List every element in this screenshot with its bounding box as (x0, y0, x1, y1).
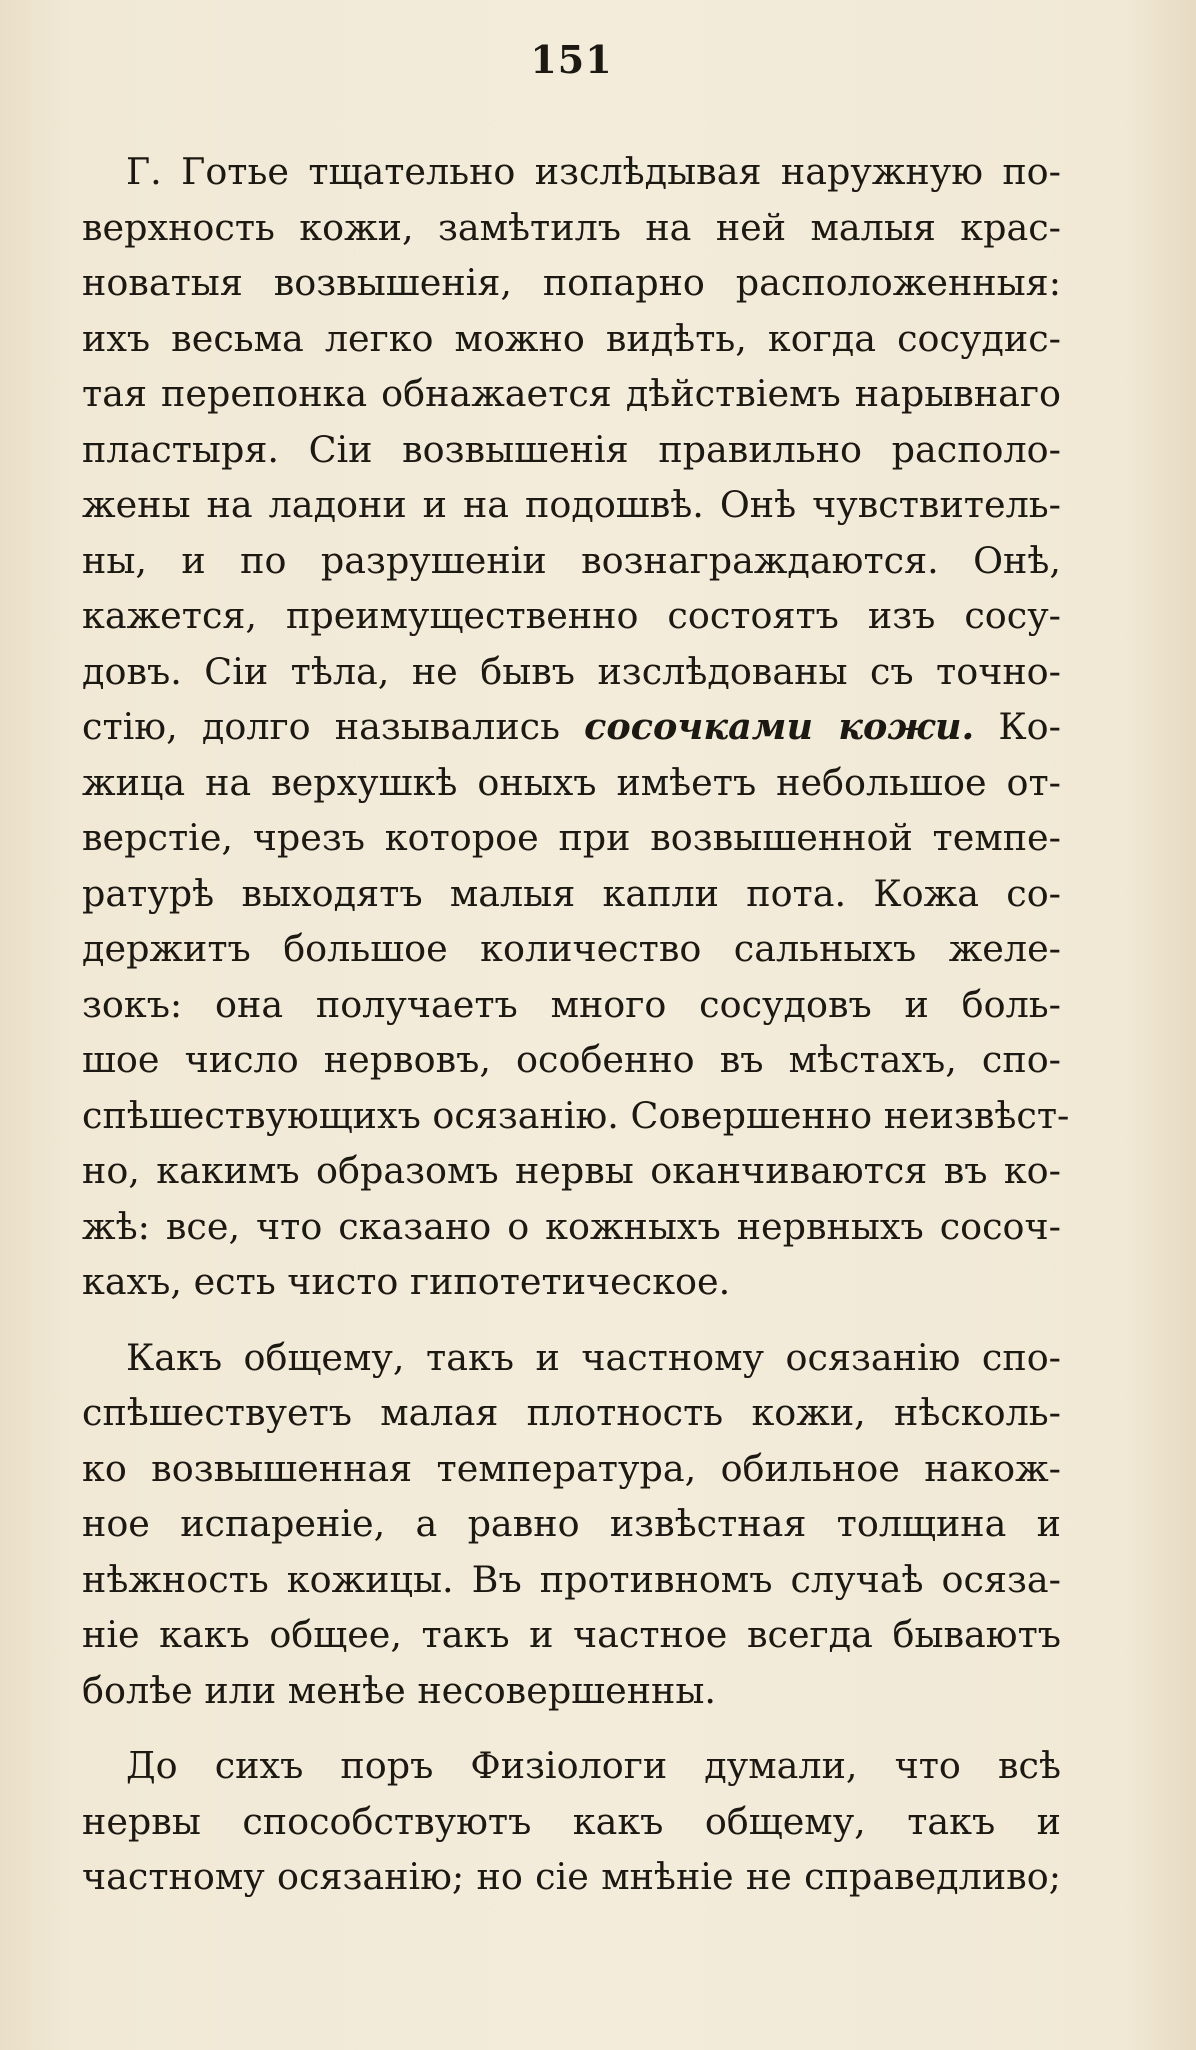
text-line: верхность кожи, замѣтилъ на ней малыя крас- (82, 205, 1061, 249)
text-line: ратурѣ выходятъ малыя капли пота. Кожа со- (82, 871, 1061, 915)
paragraph-1 (82, 144, 1070, 1310)
text-line: Г. Готье тщательно изслѣдывая наружную по- (126, 150, 1061, 193)
emphasized-term: сосочками кожи. (584, 705, 975, 748)
text-line: болѣе или менѣе несовершенны. (82, 1668, 717, 1712)
text-line: спѣшествуетъ малая плотность кожи, нѣсколь- (82, 1391, 1061, 1434)
text-line: частному осязанію; но сіе мнѣніе не справедливо; (82, 1855, 1061, 1898)
text-line-with-emphasis (82, 699, 1061, 755)
text-line: кахъ, есть чисто гипотетическое. (82, 1260, 731, 1303)
text-line: ко возвышенная температура, обильное накож- (82, 1446, 1061, 1490)
paragraph-spacer (82, 1310, 1061, 1330)
text-line: новатыя возвышенія, попарно расположенныя: (82, 261, 1061, 304)
text-line: нервы способствуютъ какъ общему, такъ и (82, 1799, 1061, 1843)
text-line: пластыря. Сіи возвышенія правильно располо- (82, 427, 1061, 471)
text-line: ное испареніе, а равно извѣстная толщина и (82, 1502, 1061, 1545)
text-line: нѣжность кожицы. Въ противномъ случаѣ осяза- (82, 1557, 1061, 1601)
text-line: кажется, преимущественно состоятъ изъ сосу- (82, 594, 1061, 637)
line-text-after-emphasis: Ко- (974, 705, 1061, 748)
text-line: ихъ весьма легко можно видѣть, когда сосудис- (82, 316, 1061, 360)
text-line: тая перепонка обнажается дѣйствіемъ нарывнаго (82, 372, 1061, 415)
text-line: жѣ: все, что сказано о кожныхъ нервныхъ сосоч- (82, 1204, 1061, 1248)
text-line: держитъ большое количество сальныхъ желе- (82, 927, 1061, 970)
text-line: верстіе, чрезъ которое при возвышенной темпе- (82, 816, 1061, 859)
text-line: ны, и по разрушеніи вознаграждаются. Онѣ, (82, 538, 1061, 582)
paragraph-2 (82, 1330, 1061, 1719)
text-line: жица на верхушкѣ оныхъ имѣетъ небольшое от- (82, 760, 1061, 804)
paragraph-3 (82, 1738, 1061, 1905)
text-line: жены на ладони и на подошвѣ. Онѣ чувствитель- (82, 483, 1061, 526)
paragraph-spacer (82, 1718, 1061, 1738)
text-line: но, какимъ образомъ нервы оканчиваются въ ко- (82, 1149, 1061, 1192)
text-line: Какъ общему, такъ и частному осязанію спо- (126, 1335, 1061, 1379)
text-line: спѣшествующихъ осязанію. Совершенно неизвѣст- (82, 1093, 1070, 1137)
page-number: 151 (530, 37, 613, 82)
text-line: довъ. Сіи тѣла, не бывъ изслѣдованы съ точно- (82, 649, 1061, 693)
text-line: шое число нервовъ, особенно въ мѣстахъ, спо- (82, 1038, 1061, 1081)
text-line: зокъ: она получаетъ много сосудовъ и боль- (82, 982, 1061, 1026)
text-line: До сихъ поръ Физіологи думали, что всѣ (126, 1744, 1061, 1787)
line-text-before-emphasis: стію, долго назывались (82, 705, 585, 748)
text-line: ніе какъ общее, такъ и частное всегда бываютъ (82, 1613, 1061, 1656)
